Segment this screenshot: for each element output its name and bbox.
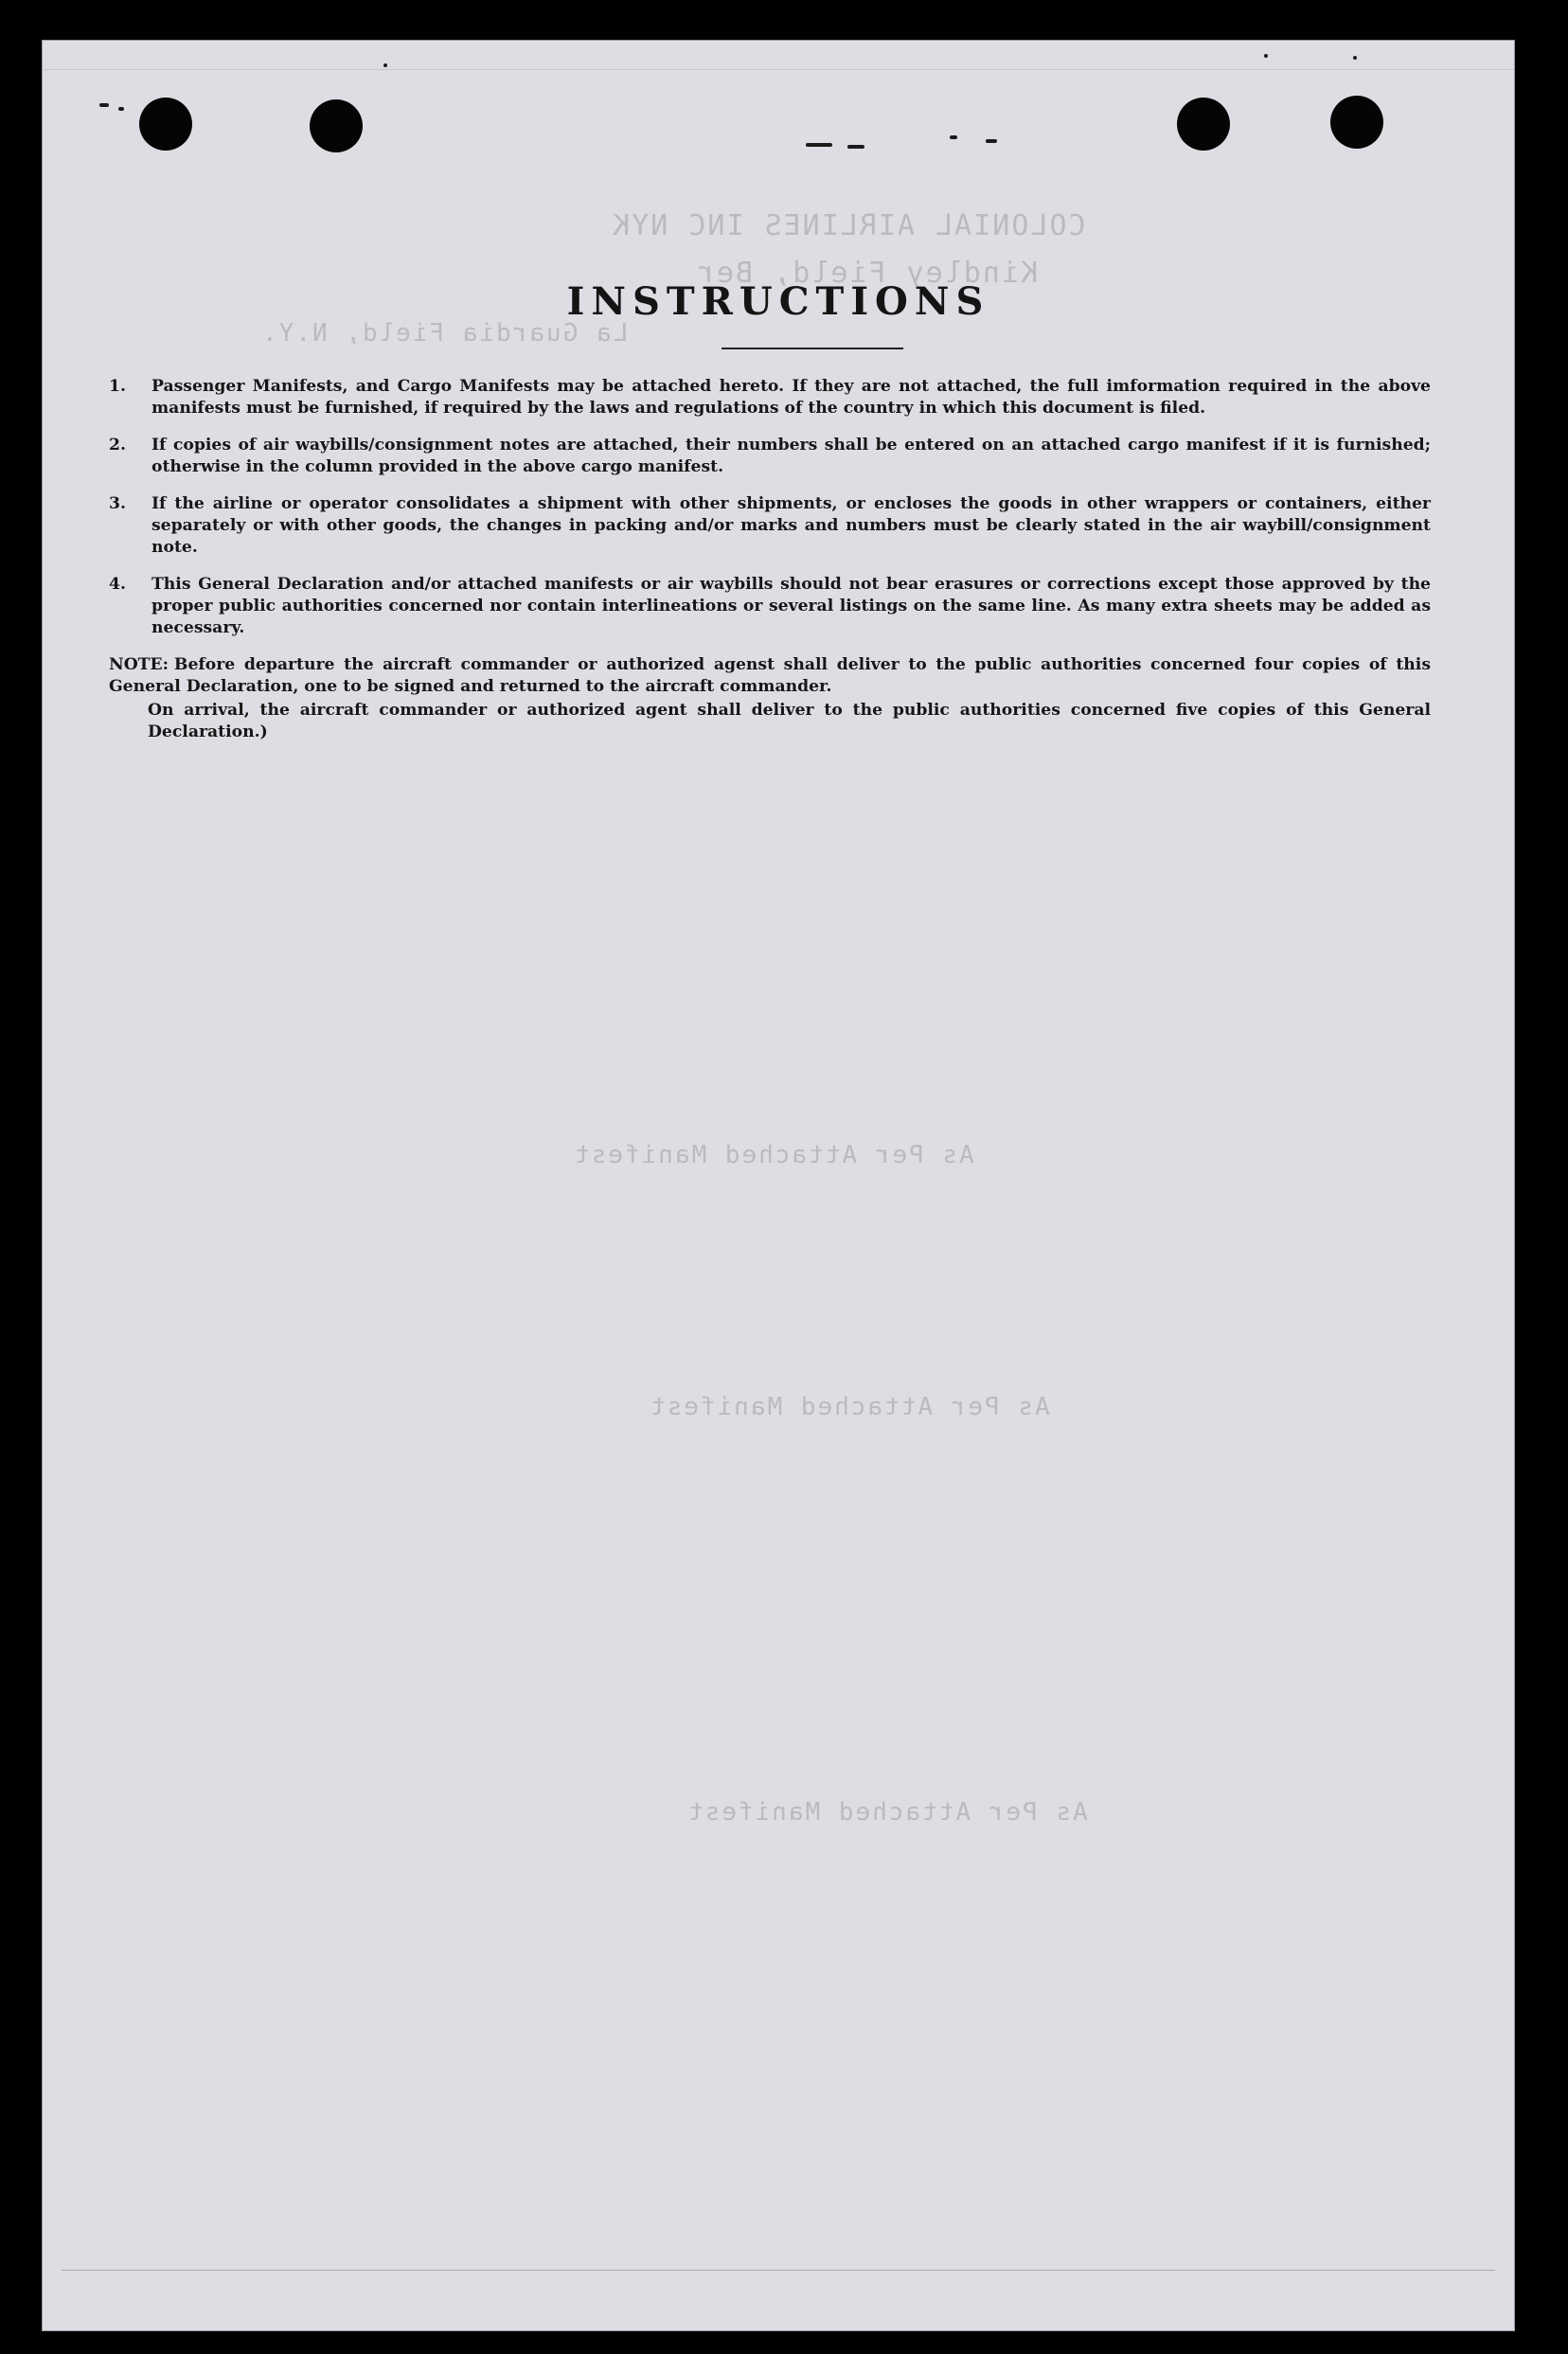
speck-mark (383, 63, 387, 67)
punch-hole-left-2 (310, 99, 363, 152)
top-edge-line (43, 69, 1514, 70)
item-number: 2. (109, 436, 126, 455)
show-through-text: As Per Attached Manifest (649, 1393, 1050, 1421)
speck-mark (986, 139, 997, 143)
show-through-text: As Per Attached Manifest (686, 1798, 1088, 1827)
item-text: Passenger Manifests, and Cargo Manifests may be attached hereto. If they are not attached, the full imformation required in the above manifests must be furnished, if required by the laws and regulations of the country in which this document is filed. (151, 377, 1431, 418)
item-number: 3. (109, 494, 126, 513)
item-number: 1. (109, 377, 126, 396)
speck-mark (1264, 54, 1268, 58)
show-through-text: Kindley Field, Ber (696, 257, 1039, 290)
speck-mark (847, 145, 864, 149)
note-paragraph-2: On arrival, the aircraft commander or authorized agent shall deliver to the public authorities concerned five copies of this General Declaration.) (148, 701, 1431, 741)
show-through-text: As Per Attached Manifest (573, 1141, 974, 1169)
bottom-edge-line (62, 2270, 1495, 2271)
punch-hole-left-1 (139, 98, 192, 151)
note-label: NOTE: (109, 655, 169, 674)
item-text: If the airline or operator consolidates a shipment with other shipments, or encloses the goods in other wrappers or containers, either separately or with other goods, the changes in packing and/or marks and numbers must be clearly stated in the air waybill/consignment note. (151, 494, 1431, 557)
speck-mark (1353, 56, 1357, 60)
instructions-list (109, 376, 1431, 743)
instructions-title: INSTRUCTIONS (566, 279, 990, 324)
punch-hole-right-2 (1330, 96, 1383, 149)
instruction-item (109, 493, 1431, 559)
speck-mark (118, 107, 124, 111)
speck-mark (950, 135, 957, 139)
show-through-text: La Guardia Field, N.Y. (260, 319, 629, 348)
instruction-item (109, 435, 1431, 478)
punch-hole-right-1 (1177, 98, 1230, 151)
instruction-item (109, 376, 1431, 419)
item-number: 4. (109, 575, 126, 594)
note-block (109, 654, 1431, 743)
title-underline (722, 348, 903, 349)
item-text: If copies of air waybills/consignment notes are attached, their numbers shall be entered on an attached cargo manifest if it is furnished; otherwise in the column provided in the above cargo manifest. (151, 436, 1431, 476)
note-text: Before departure the aircraft commander or authorized agenst shall deliver to the public authorities concerned four copies of this General Declaration, one to be signed and returned to the aircraft commander. (109, 655, 1431, 696)
item-text: This General Declaration and/or attached manifests or air waybills should not bear erasures or corrections except those approved by the proper public authorities concerned nor contain interlineations or several listings on the same line. As many extra sheets may be added as necessary. (151, 575, 1431, 637)
document-page (42, 40, 1515, 2331)
show-through-text: COLONIAL AIRLINES INC NYK (611, 209, 1086, 242)
speck-mark (99, 103, 109, 107)
speck-mark (806, 143, 832, 147)
instruction-item (109, 574, 1431, 639)
note-paragraph (109, 654, 1431, 698)
